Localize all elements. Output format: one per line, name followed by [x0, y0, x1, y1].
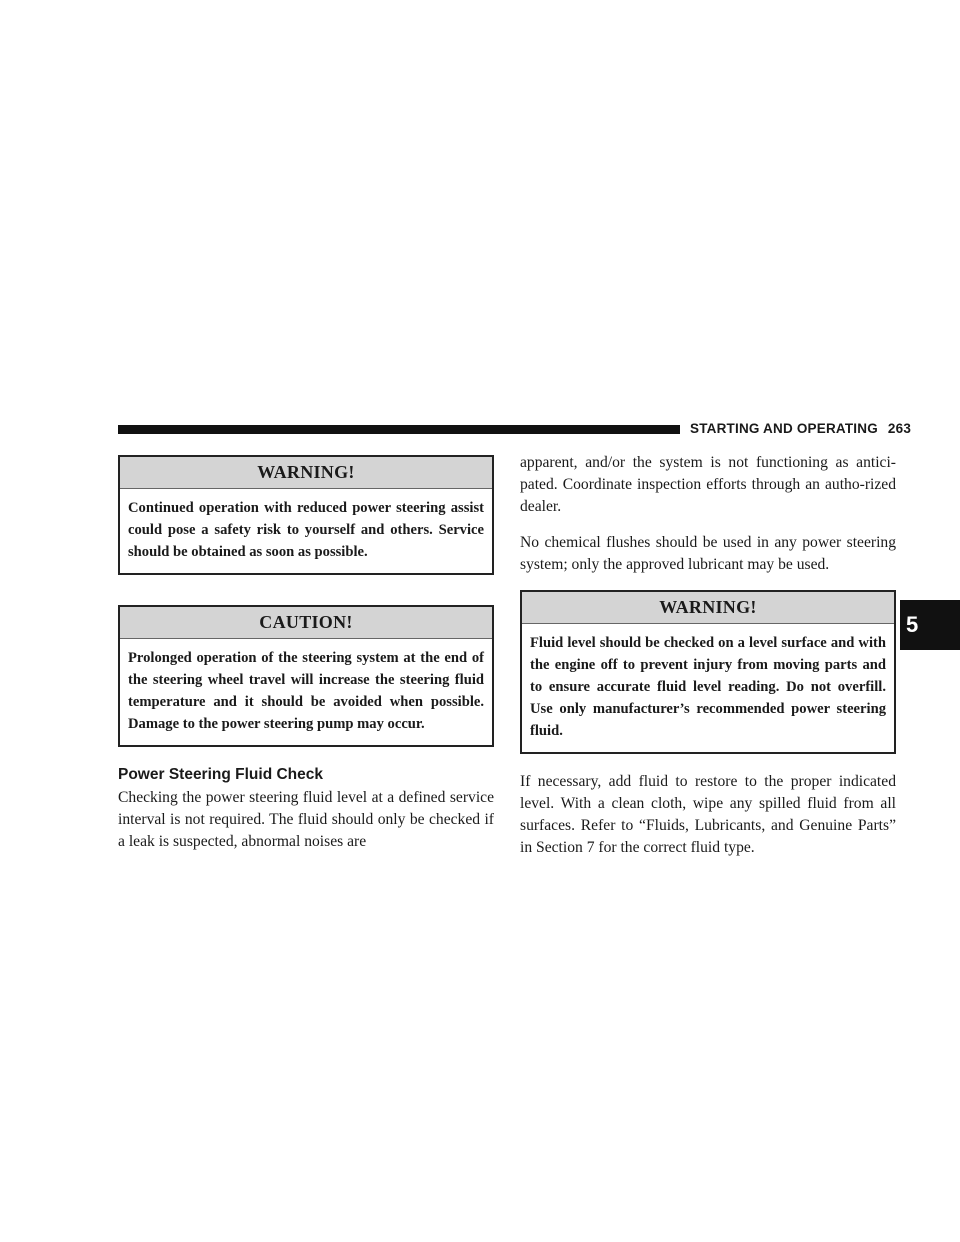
warning-title: WARNING! — [120, 457, 492, 489]
warning-text: Continued operation with reduced power steering assist could pose a safety risk to yourself and others. Service should be obtained as soon as possible. — [128, 500, 484, 560]
body-paragraph: No chemical flushes should be used in any power steering system; only the approved lubricant may be used. — [520, 534, 896, 573]
warning-title: WARNING! — [522, 592, 894, 624]
warning-box — [520, 590, 896, 754]
running-head — [690, 421, 911, 437]
header-rule — [118, 425, 680, 434]
right-column — [520, 452, 896, 859]
warning-text: Fluid level should be checked on a level surface and with the engine off to prevent injury from moving parts and to ensure accurate fluid level reading. Do not overfill. Use only manufacturer’s recommended power steering fluid. — [530, 635, 886, 739]
caution-title: CAUTION! — [120, 607, 492, 639]
section-title: STARTING AND OPERATING — [690, 421, 878, 436]
page-number: 263 — [887, 421, 912, 436]
chapter-tab: 5 — [900, 600, 960, 650]
caution-text: Prolonged operation of the steering system at the end of the steering wheel travel will increase the steering fluid temperature and it should be avoided when possible. Damage to the power steering pump may occur. — [128, 650, 484, 732]
warning-box — [118, 455, 494, 575]
section-heading: Power Steering Fluid Check — [118, 766, 323, 783]
left-column — [118, 455, 494, 853]
body-paragraph: apparent, and/or the system is not functioning as antici-pated. Coordinate inspection efforts through an autho-rized dealer. — [520, 454, 896, 515]
caution-box — [118, 605, 494, 747]
body-paragraph: Checking the power steering fluid level at a defined service interval is not required. The fluid should only be checked if a leak is suspected, abnormal noises are — [118, 789, 494, 850]
body-paragraph: If necessary, add fluid to restore to the proper indicated level. With a clean cloth, wipe any spilled fluid from all surfaces. Refer to “Fluids, Lubricants, and Genuine Parts” in Section 7 for the correct fluid type. — [520, 773, 896, 856]
